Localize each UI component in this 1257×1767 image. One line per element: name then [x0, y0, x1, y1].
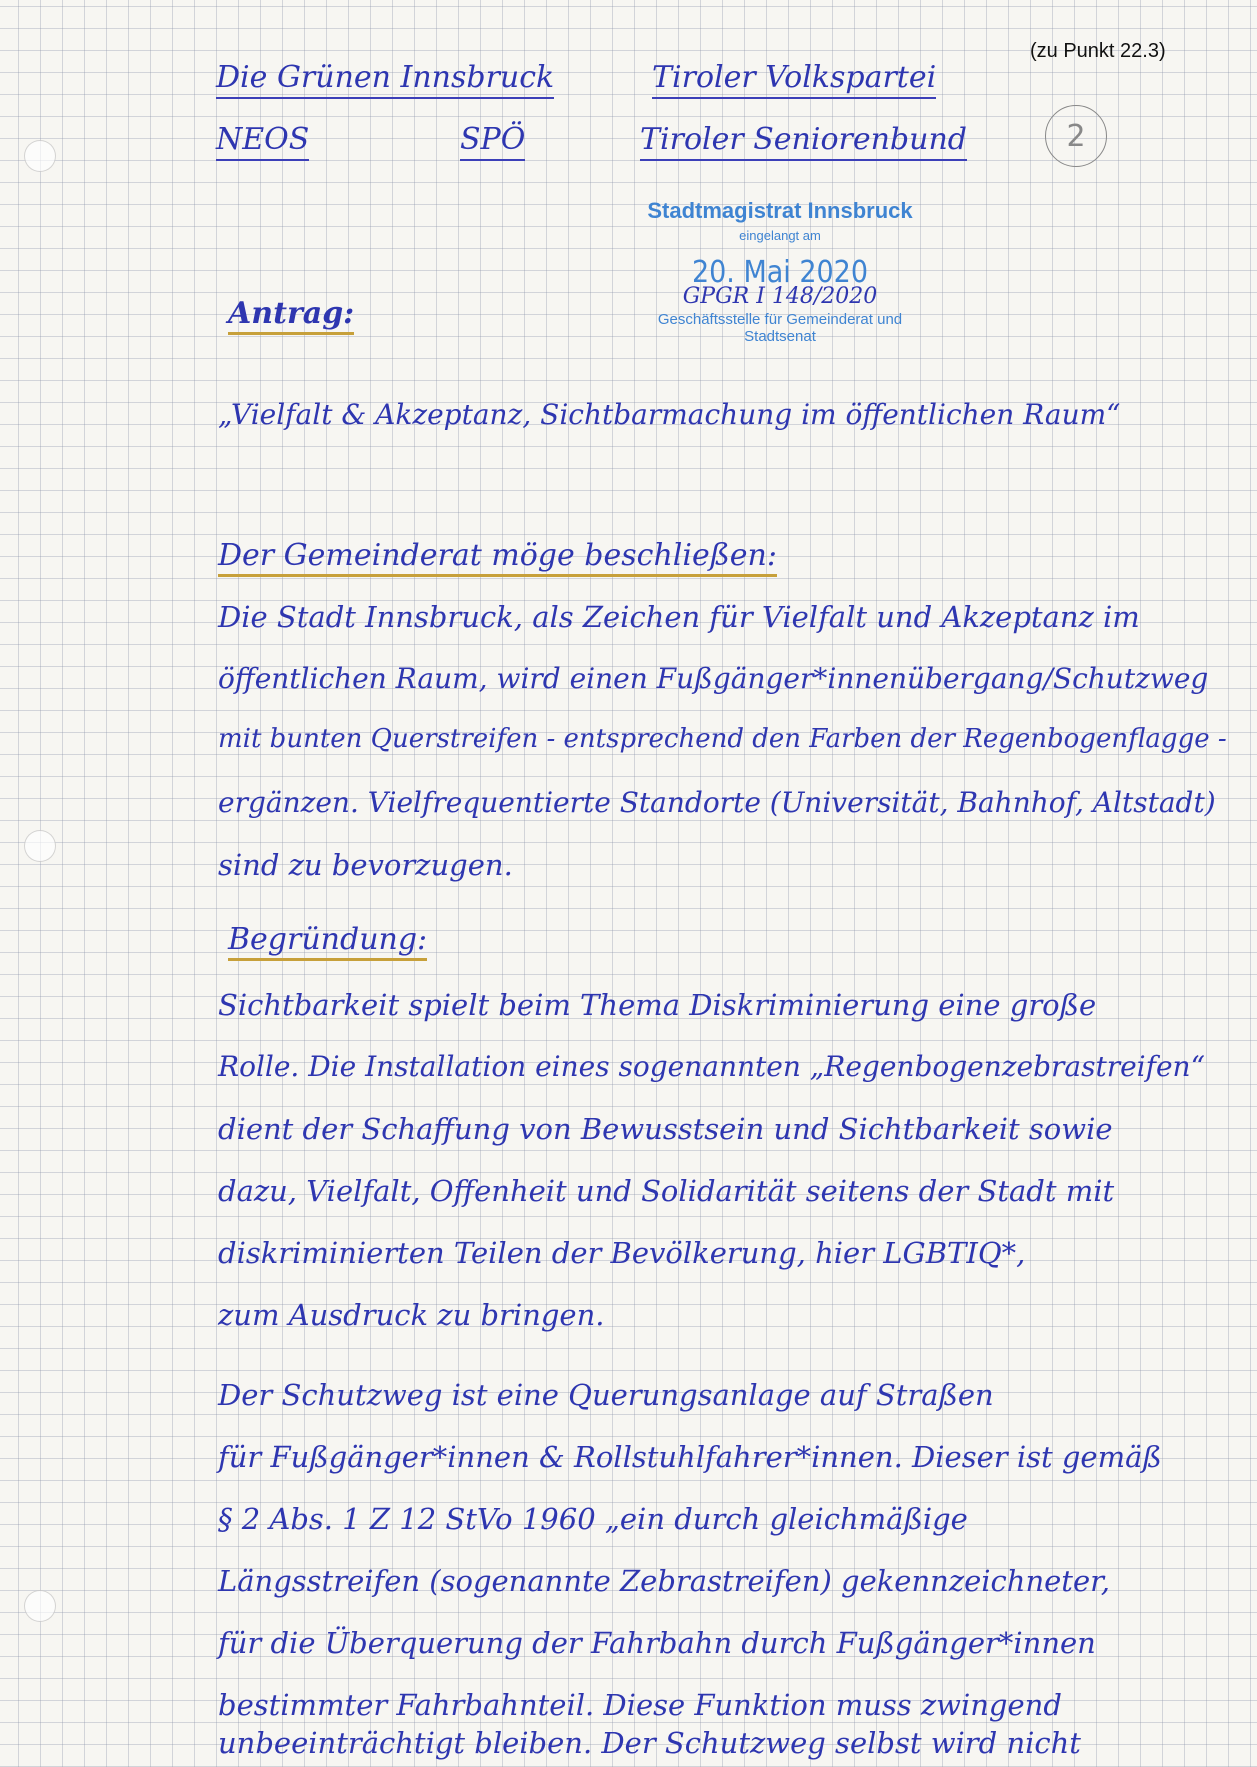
party-tvp: Tiroler Volkspartei: [652, 60, 936, 99]
binder-hole: [24, 830, 56, 862]
resolution-line: öffentlichen Raum, wird einen Fußgänger*innenübergang/Schutzweg: [218, 662, 1209, 695]
paragraph-line: für Fußgänger*innen & Rollstuhlfahrer*innen. Dieser ist gemäß: [218, 1440, 1162, 1474]
stamp-reference: GPGR I 148/2020: [682, 284, 878, 309]
paragraph-line: Längsstreifen (sogenannte Zebrastreifen) gekennzeichneter,: [218, 1564, 1111, 1598]
justification-line: Sichtbarkeit spielt beim Thema Diskriminierung eine große: [218, 988, 1097, 1022]
stamp-office: Geschäftsstelle für Gemeinderat und Stadtsenat: [657, 311, 903, 345]
justification-heading: Begründung:: [228, 922, 427, 961]
paragraph-line: Der Schutzweg ist eine Querungsanlage auf Straßen: [218, 1378, 994, 1412]
party-seniorenbund: Tiroler Seniorenbund: [640, 122, 967, 161]
stamp-title: Stadtmagistrat Innsbruck: [647, 198, 913, 223]
justification-line: dient der Schaffung von Bewusstsein und Sichtbarkeit sowie: [218, 1112, 1113, 1146]
resolution-line: mit bunten Querstreifen - entsprechend den Farben der Regenbogenflagge -: [218, 724, 1227, 754]
resolution-line: ergänzen. Vielfrequentierte Standorte (Universität, Bahnhof, Altstadt): [218, 786, 1216, 819]
party-neos: NEOS: [216, 122, 309, 161]
stamp-subtitle: eingelangt am: [739, 228, 821, 243]
paragraph-line: unbeeinträchtigt bleiben. Der Schutzweg selbst wird nicht: [218, 1726, 1081, 1760]
stamp-date: 20. Mai 2020: [691, 255, 869, 290]
paragraph-line: bestimmter Fahrbahnteil. Diese Funktion muss zwingend: [218, 1688, 1062, 1722]
reference-note: (zu Punkt 22.3): [1030, 40, 1166, 62]
party-gruene: Die Grünen Innsbruck: [216, 60, 554, 99]
paragraph-line: für die Überquerung der Fahrbahn durch Fußgänger*innen: [218, 1626, 1096, 1660]
page-number-circle: 2: [1045, 105, 1107, 167]
receipt-stamp: [630, 198, 930, 345]
antrag-label: Antrag:: [228, 296, 354, 335]
resolution-line: Die Stadt Innsbruck, als Zeichen für Vielfalt und Akzeptanz im: [218, 600, 1140, 634]
resolution-line: sind zu bevorzugen.: [218, 848, 513, 882]
justification-line: diskriminierten Teilen der Bevölkerung, hier LGBTIQ*,: [218, 1236, 1026, 1270]
justification-line: dazu, Vielfalt, Offenheit und Solidarität seitens der Stadt mit: [218, 1174, 1115, 1208]
justification-line: zum Ausdruck zu bringen.: [218, 1298, 605, 1332]
binder-hole: [24, 140, 56, 172]
justification-line: Rolle. Die Installation eines sogenannten „Regenbogenzebrastreifen“: [218, 1050, 1205, 1083]
resolution-heading: Der Gemeinderat möge beschließen:: [218, 538, 777, 577]
binder-hole: [24, 1590, 56, 1622]
party-spoe: SPÖ: [460, 122, 525, 161]
paragraph-line: § 2 Abs. 1 Z 12 StVo 1960 „ein durch gleichmäßige: [218, 1502, 968, 1536]
motion-title: „Vielfalt & Akzeptanz, Sichtbarmachung im öffentlichen Raum“: [218, 398, 1121, 431]
